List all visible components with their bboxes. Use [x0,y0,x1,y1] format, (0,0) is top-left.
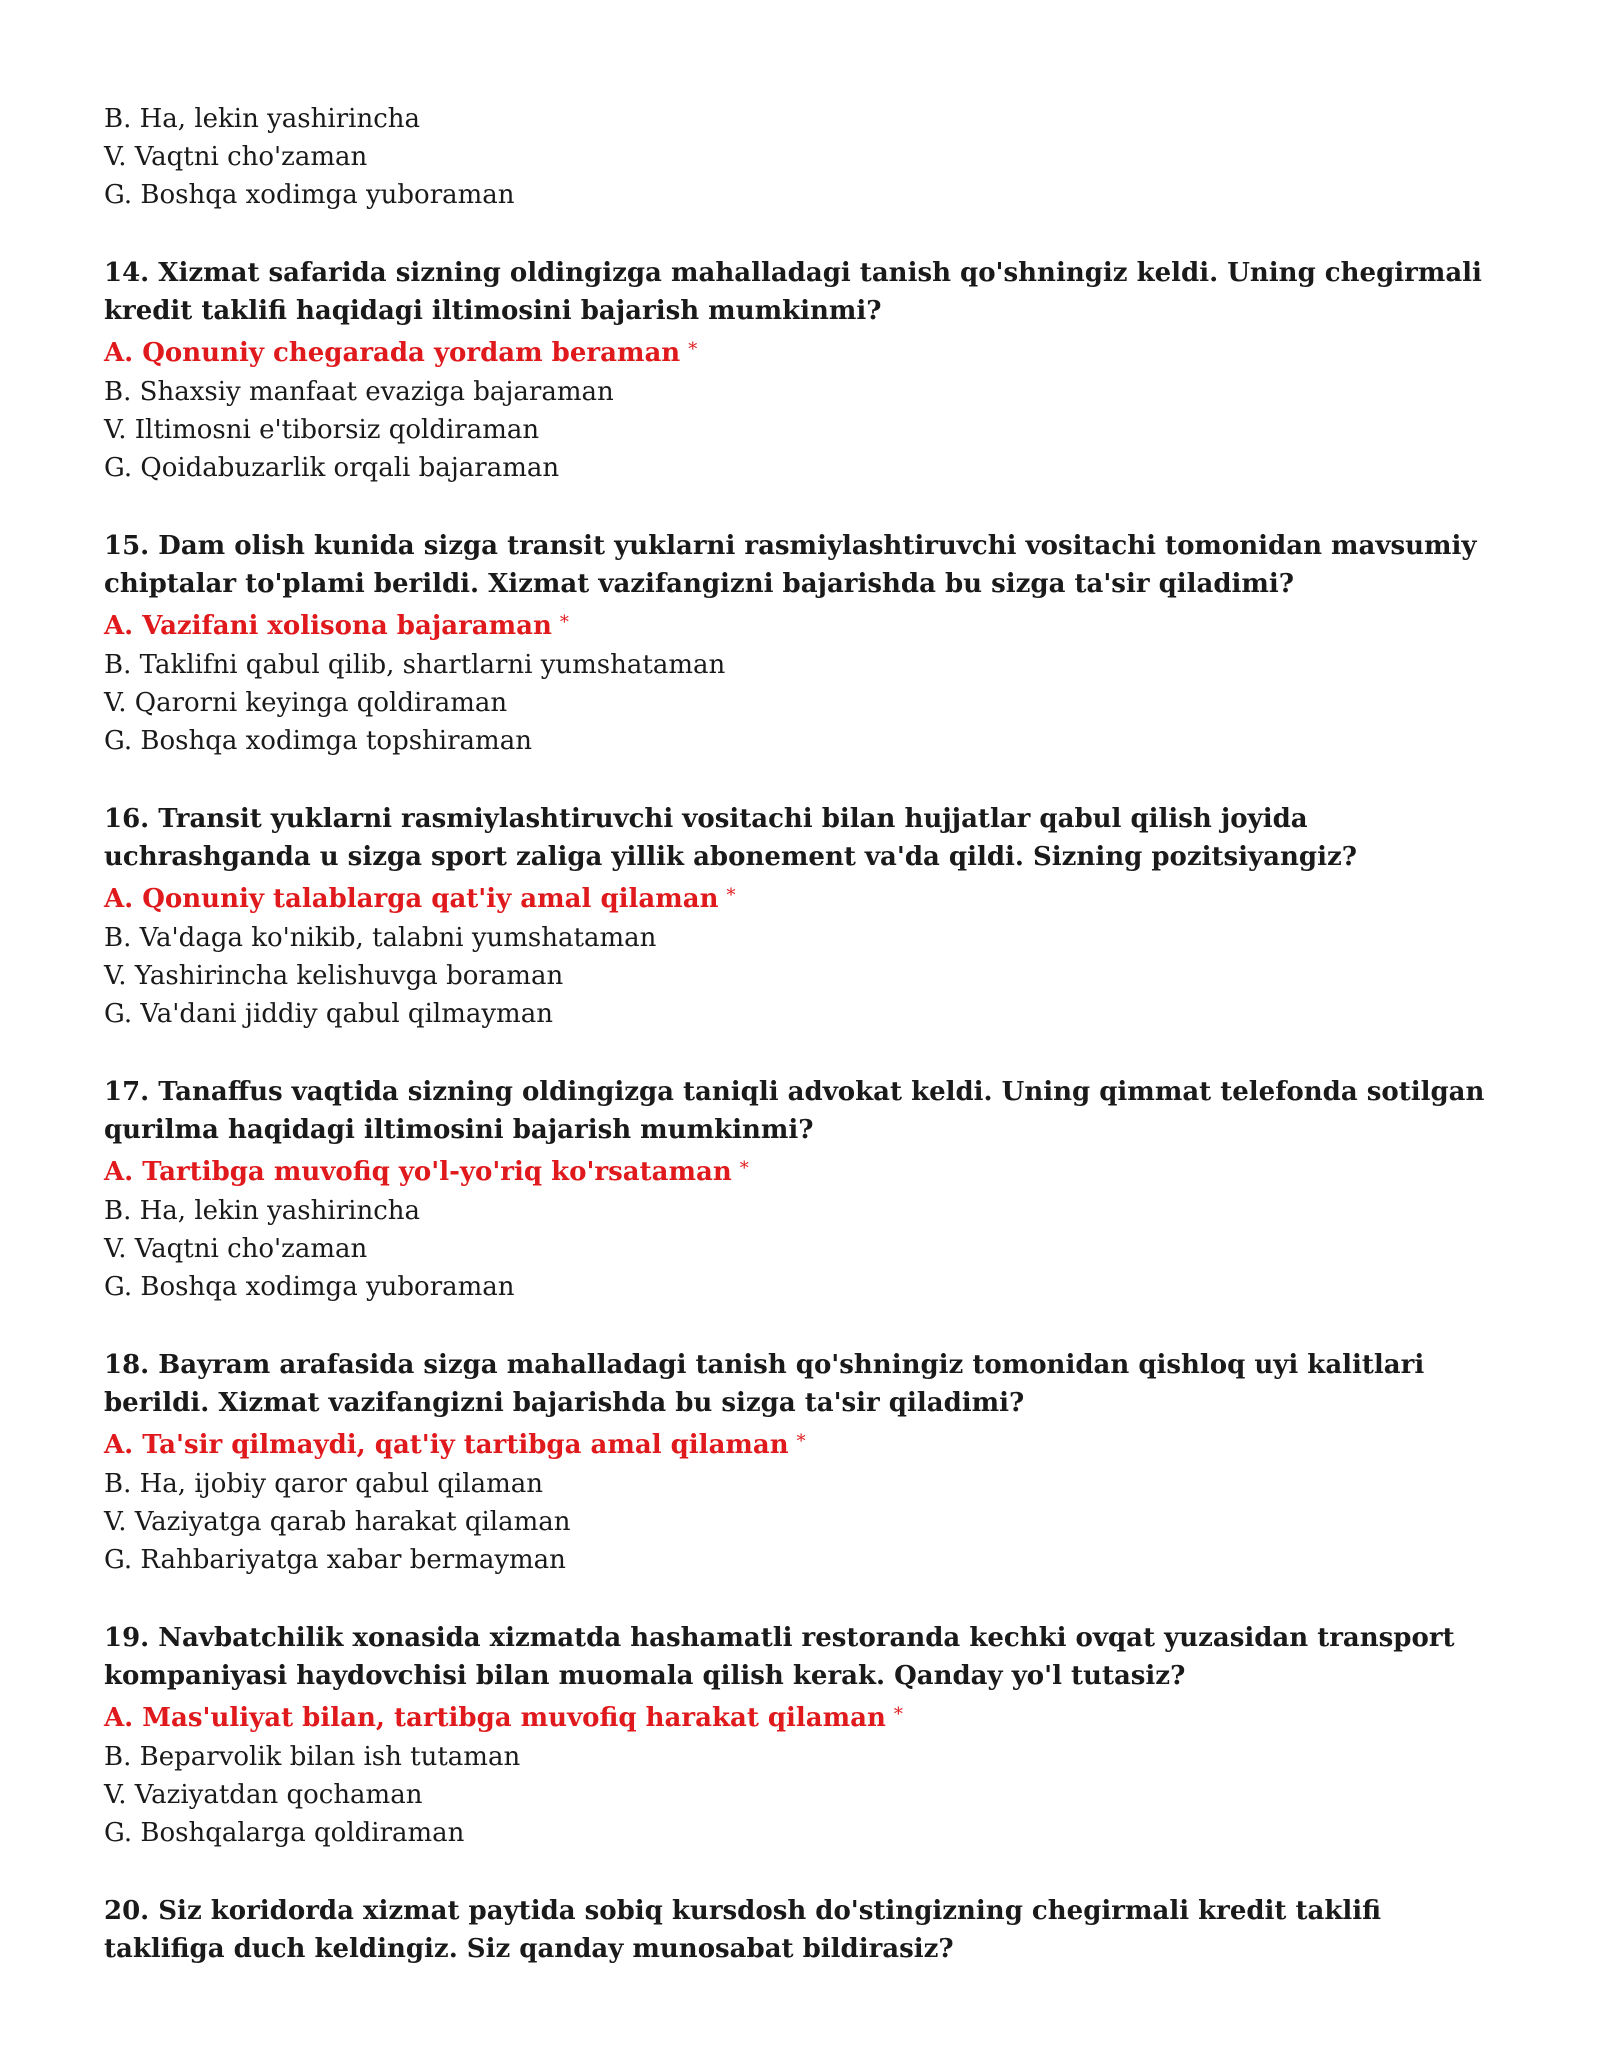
correct-answer [104,876,1504,919]
correct-answer [104,603,1504,646]
answer-option: V. Yashirincha kelishuvga boraman [104,961,564,991]
question-text: 16. Transit yuklarni rasmiylashtiruvchi vositachi bilan hujjatlar qabul qilish joyida uchrashganda u sizga sport zaliga yillik abonement va'da qildi. Sizning pozitsiyangiz? [104,804,1357,872]
carryover-options [104,100,1504,214]
correct-mark-asterisk: * [739,1158,749,1179]
correct-answer-text: A. Tartibga muvofiq yo'l-yo'riq ko'rsataman [104,1157,732,1187]
question-block [104,254,1504,487]
question-text: 20. Siz koridorda xizmat paytida sobiq kursdosh do'stingizning chegirmali kredit taklifi taklifiga duch keldingiz. Siz qanday munosabat bildirasiz? [104,1896,1382,1964]
answer-option: G. Rahbariyatga xabar bermayman [104,1545,566,1575]
answer-option: B. Beparvolik bilan ish tutaman [104,1742,521,1772]
question-text: 14. Xizmat safarida sizning oldingizga mahalladagi tanish qo'shningiz keldi. Uning chegirmali kredit taklifi haqidagi iltimosini bajarish mumkinmi? [104,258,1482,326]
correct-mark-asterisk: * [893,1704,903,1725]
answer-option: V. Vaqtni cho'zaman [104,1234,368,1264]
answer-option: B. Va'daga ko'nikib, talabni yumshataman [104,923,657,953]
answer-option: B. Ha, ijobiy qaror qabul qilaman [104,1469,543,1499]
answer-option: V. Vaziyatga qarab harakat qilaman [104,1507,571,1537]
answer-option: G. Boshqalarga qoldiraman [104,1818,465,1848]
question-block [104,1073,1504,1306]
question-block [104,1346,1504,1579]
option-g: G. Boshqa xodimga yuboraman [104,180,515,210]
question-text: 15. Dam olish kunida sizga transit yuklarni rasmiylashtiruvchi vositachi tomonidan mavsumiy chiptalar to'plami berildi. Xizmat vazifangizni bajarishda bu sizga ta'sir qiladimi? [104,531,1477,599]
correct-mark-asterisk: * [796,1431,806,1452]
answer-option: V. Vaziyatdan qochaman [104,1780,423,1810]
answer-option: B. Taklifni qabul qilib, shartlarni yumshataman [104,650,726,680]
correct-answer-text: A. Qonuniy chegarada yordam beraman [104,338,681,368]
question-text: 17. Tanaffus vaqtida sizning oldingizga taniqli advokat keldi. Uning qimmat telefonda sotilgan qurilma haqidagi iltimosini bajarish mumkinmi? [104,1077,1485,1145]
correct-answer-text: A. Qonuniy talablarga qat'iy amal qilaman [104,884,719,914]
correct-answer [104,1422,1504,1465]
correct-mark-asterisk: * [688,339,698,360]
answer-option: G. Qoidabuzarlik orqali bajaraman [104,453,560,483]
question-block [104,1619,1504,1852]
correct-answer-text: A. Ta'sir qilmaydi, qat'iy tartibga amal qilaman [104,1430,789,1460]
option-v: V. Vaqtni cho'zaman [104,142,368,172]
quiz-page [104,100,1504,1968]
correct-mark-asterisk: * [726,885,736,906]
answer-option: V. Qarorni keyinga qoldiraman [104,688,508,718]
question-block [104,1892,1504,1968]
answer-option: G. Boshqa xodimga yuboraman [104,1272,515,1302]
correct-answer [104,1149,1504,1192]
answer-option: B. Shaxsiy manfaat evaziga bajaraman [104,377,614,407]
correct-answer [104,1695,1504,1738]
answer-option: B. Ha, lekin yashirincha [104,1196,421,1226]
answer-option: V. Iltimosni e'tiborsiz qoldiraman [104,415,540,445]
correct-answer-text: A. Vazifani xolisona bajaraman [104,611,552,641]
question-text: 18. Bayram arafasida sizga mahalladagi tanish qo'shningiz tomonidan qishloq uyi kalitlari berildi. Xizmat vazifangizni bajarishda bu sizga ta'sir qiladimi? [104,1350,1425,1418]
correct-answer [104,330,1504,373]
question-block [104,527,1504,760]
question-block [104,800,1504,1033]
answer-option: G. Va'dani jiddiy qabul qilmayman [104,999,553,1029]
correct-mark-asterisk: * [559,612,569,633]
question-list [104,254,1504,1968]
option-b: B. Ha, lekin yashirincha [104,104,421,134]
correct-answer-text: A. Mas'uliyat bilan, tartibga muvofiq harakat qilaman [104,1703,886,1733]
question-text: 19. Navbatchilik xonasida xizmatda hashamatli restoranda kechki ovqat yuzasidan transport kompaniyasi haydovchisi bilan muomala qilish kerak. Qanday yo'l tutasiz? [104,1623,1455,1691]
answer-option: G. Boshqa xodimga topshiraman [104,726,532,756]
